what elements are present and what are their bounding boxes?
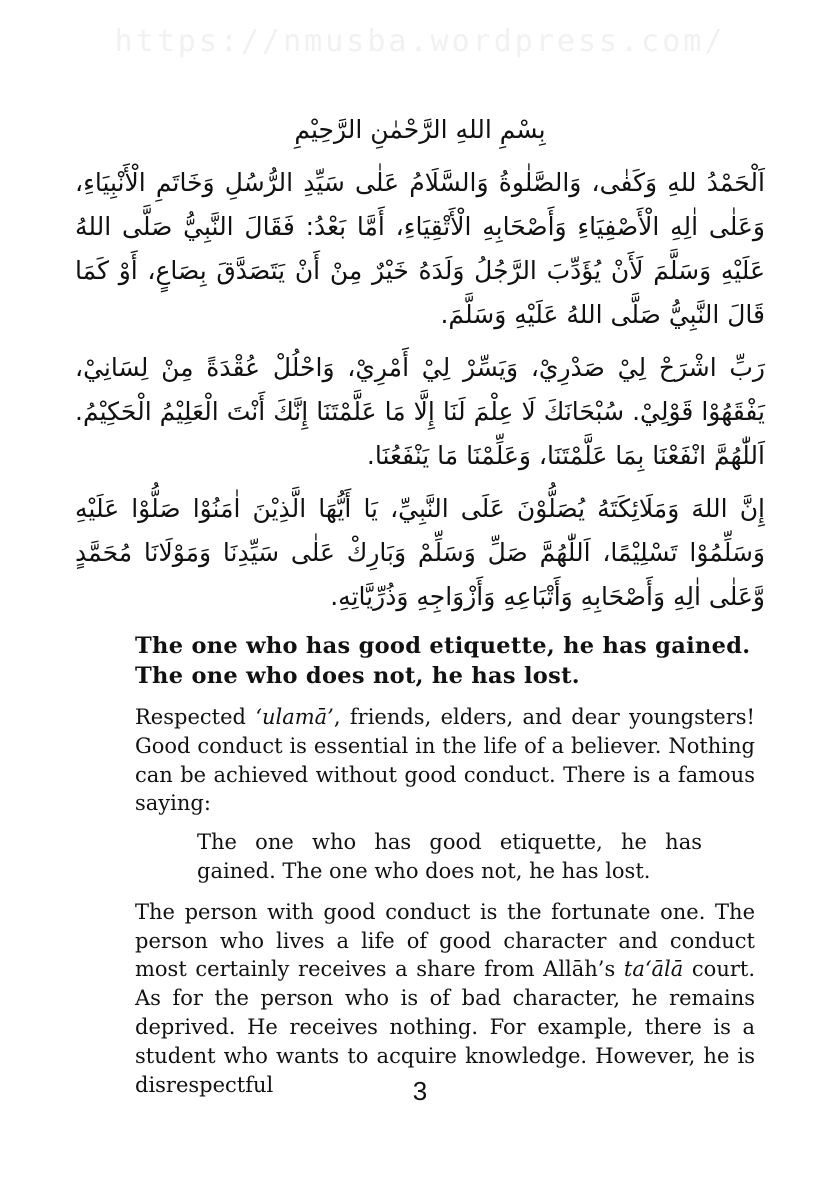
watermark-url: https://nmusba.wordpress.com/ — [114, 24, 726, 59]
page-number: 3 — [412, 1076, 428, 1106]
section-heading-line1: The one who has good etiquette, he has gained. — [135, 633, 751, 659]
arabic-paragraph-salawat: إِنَّ اللهَ وَمَلَائِكَتَهُ يُصَلُّوْنَ عَلَى النَّبِيِّ، يَا أَيُّهَا الَّذِيْنَ اٰمَنُوْا صَلُّوْا عَلَيْهِ وَسَلِّمُوْا تَسْلِيْمًا، اَللّٰهُمَّ صَلِّ وَسَلِّمْ وَبَارِكْ عَلٰى سَيِّدِنَا وَمَوْلَانَا مُحَمَّدٍ وَّعَلٰى اٰلِهِ وَأَصْحَابِهِ وَأَتْبَاعِهِ وَأَزْوَاجِهِ وَذُرِّيَّاتِهِ. — [75, 494, 765, 611]
arabic-paragraph-dua: رَبِّ اشْرَحْ لِيْ صَدْرِيْ، وَيَسِّرْ لِيْ أَمْرِيْ، وَاحْلُلْ عُقْدَةً مِنْ لِسَانِيْ، يَفْقَهُوْا قَوْلِيْ. سُبْحَانَكَ لَا عِلْمَ لَنَا إِلَّا مَا عَلَّمْتَنَا إِنَّكَ أَنْتَ الْعَلِيْمُ الْحَكِيْمُ. اَللّٰهُمَّ انْفَعْنَا بِمَا عَلَّمْتَنَا، وَعَلِّمْنَا مَا يَنْفَعُنَا. — [75, 353, 765, 470]
bismillah-line: بِسْمِ اللهِ الرَّحْمٰنِ الرَّحِيْمِ — [294, 115, 546, 144]
paragraph-explanation-text: The person with good conduct is the fortunate one. The person who lives a life of good character and conduct most certainly receives a share from Allāh’s — [135, 899, 755, 982]
blockquote-saying: The one who has good etiquette, he has gained. The one who does not, he has lost. — [197, 830, 702, 883]
arabic-paragraph-hamd: اَلْحَمْدُ للهِ وَكَفٰى، وَالصَّلٰوةُ وَالسَّلَامُ عَلٰى سَيِّدِ الرُّسُلِ وَخَاتَمِ الْأَنْبِيَاءِ، وَعَلٰى اٰلِهِ الْأَصْفِيَاءِ وَأَصْحَابِهِ الْأَتْقِيَاءِ، أَمَّا بَعْدُ: فَقَالَ النَّبِيُّ صَلَّى اللهُ عَلَيْهِ وَسَلَّمَ لَأَنْ يُؤَدِّبَ الرَّجُلُ وَلَدَهُ خَيْرٌ مِنْ أَنْ يَتَصَدَّقَ بِصَاعٍ، أَوْ كَمَا قَالَ النَّبِيُّ صَلَّى اللهُ عَلَيْهِ وَسَلَّمَ. — [75, 168, 765, 329]
paragraph-intro-text: Respected — [135, 705, 256, 729]
section-heading — [135, 631, 755, 691]
paragraph-intro — [135, 703, 755, 818]
paragraph-explanation-text-cont: court. As for the person who is of bad character, he remains deprived. He receives nothing. For example, there is a student who wants to acquire knowledge. However, he is disrespectful — [135, 957, 755, 1097]
section-heading-line2: The one who does not, he has lost. — [135, 663, 580, 689]
term-taala-italic: ta‘ālā — [623, 957, 684, 982]
paragraph-intro-text-cont: , friends, elders, and dear youngsters! Good conduct is essential in the life of a believer. Nothing can be achieved without good conduct. There is a famous saying: — [135, 705, 755, 816]
english-section — [135, 631, 755, 1099]
term-ulama-italic: ‘ulamā’ — [255, 705, 334, 729]
paragraph-explanation — [135, 898, 755, 1100]
